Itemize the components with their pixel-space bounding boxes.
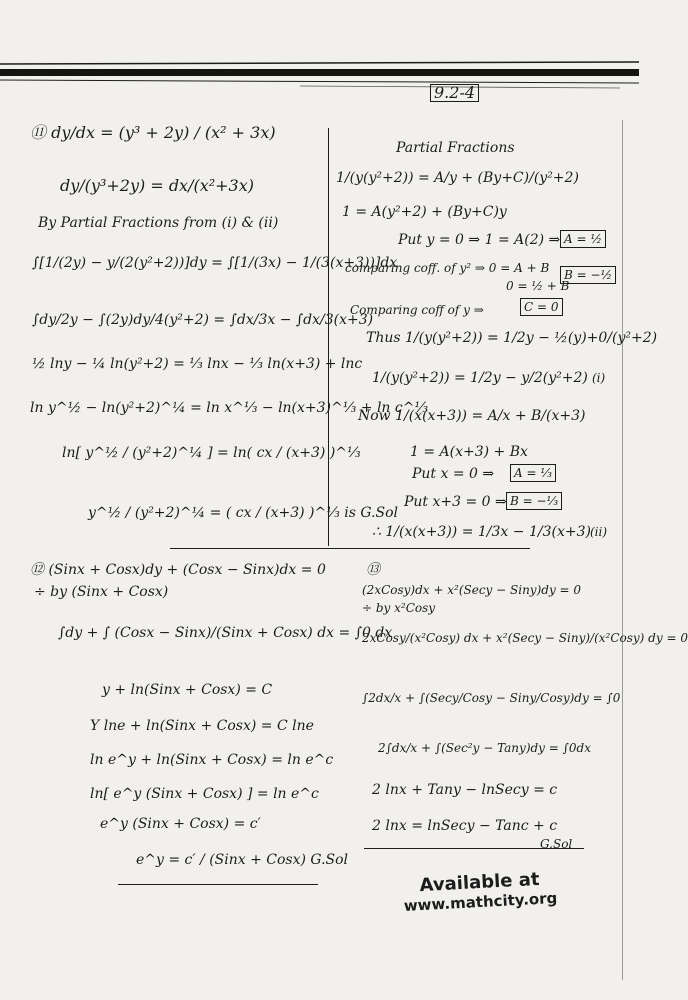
math-line: ∫2dx/x + ∫(Secy/Cosy − Siny/Cosy)dy = ∫0 — [362, 691, 621, 705]
math-line: e^y = c′ / (Sinx + Cosx) G.Sol — [136, 852, 349, 868]
footer-watermark — [399, 868, 561, 915]
math-line: Comparing coff of y ⇒ — [350, 303, 484, 317]
boxed-result: A = ⅓ — [510, 464, 556, 482]
math-line: comparing coff. of y² ⇒ 0 = A + B — [345, 261, 550, 275]
math-line: y + ln(Sinx + Cosx) = C — [102, 682, 273, 698]
math-line: ∴ 1/(x(x+3)) = 1/3x − 1/3(x+3) — [372, 524, 591, 540]
math-line: ln e^y + ln(Sinx + Cosx) = ln e^c — [90, 752, 334, 768]
boxed-result: B = −½ — [560, 266, 616, 284]
math-line: 0 = ½ + B — [506, 279, 570, 293]
page-tag: 9.2-4 — [430, 84, 479, 102]
boxed-result: A = ½ — [560, 230, 606, 248]
math-line: ∫dy/2y − ∫(2y)dy/4(y²+2) = ∫dx/3x − ∫dx/3(x+3) — [32, 312, 374, 328]
math-line: Y lne + ln(Sinx + Cosx) = C lne — [90, 718, 314, 734]
footer-line-1: Available at — [419, 868, 540, 897]
math-line: Put y = 0 ⇒ 1 = A(2) ⇒ — [398, 232, 561, 248]
math-line: ∫dy + ∫ (Cosx − Sinx)/(Sinx + Cosx) dx = ∫0 dx — [58, 625, 393, 641]
math-line: 1/(y(y²+2)) = A/y + (By+C)/(y²+2) — [336, 170, 579, 186]
scan-header-lines — [0, 55, 639, 95]
math-line: 1/(y(y²+2)) = 1/2y − y/2(y²+2) — [372, 370, 588, 386]
math-line: ½ lny − ¼ ln(y²+2) = ⅓ lnx − ⅓ ln(x+3) + lnc — [32, 356, 363, 372]
math-line: ÷ by x²Cosy — [362, 601, 436, 615]
math-line: y^½ / (y²+2)^¼ = ( cx / (x+3) )^⅓ is G.Sol — [88, 505, 398, 521]
math-line: ⑪ dy/dx = (y³ + 2y) / (x² + 3x) — [30, 123, 276, 142]
math-line: Put x+3 = 0 ⇒ — [404, 494, 507, 510]
margin-line — [622, 120, 623, 980]
column-divider — [328, 128, 329, 546]
math-line: 1 = A(y²+2) + (By+C)y — [342, 204, 507, 220]
math-line: 2∫dx/x + ∫(Sec²y − Tany)dy = ∫0dx — [378, 741, 591, 755]
math-line: Put x = 0 ⇒ — [412, 466, 495, 482]
math-line: 2xCosy/(x²Cosy) dx + x²(Secy − Siny)/(x²Cosy) dy = 0 — [362, 631, 688, 645]
equation-tag: (ii) — [590, 525, 608, 539]
math-line: ÷ by (Sinx + Cosx) — [34, 584, 169, 600]
math-line: By Partial Fractions from (i) & (ii) — [38, 215, 279, 231]
math-line: 2 lnx = lnSecy − Tanc + c — [372, 818, 558, 834]
math-line: dy/(y³+2y) = dx/(x²+3x) — [60, 176, 254, 195]
math-line: 1 = A(x+3) + Bx — [410, 444, 528, 460]
section-divider — [170, 548, 530, 549]
math-line: ln y^½ − ln(y²+2)^¼ = ln x^⅓ − ln(x+3)^⅓ + ln c^⅓ — [30, 400, 429, 416]
math-line: (2xCosy)dx + x²(Secy − Siny)dy = 0 — [362, 583, 582, 597]
equation-tag: (i) — [592, 371, 606, 385]
boxed-result: C = 0 — [520, 298, 563, 316]
boxed-result: B = −⅓ — [506, 492, 562, 510]
math-line: ∫[1/(2y) − y/(2(y²+2))]dy = ∫[1/(3x) − 1/(3(x+3))]dx — [32, 255, 398, 271]
math-line: ⑬ — [366, 562, 380, 578]
math-line: Thus 1/(y(y²+2)) = 1/2y − ½(y)+0/(y²+2) — [366, 330, 658, 346]
footer-website[interactable]: www.mathcity.org — [403, 888, 558, 915]
math-line: Now 1/(x(x+3)) = A/x + B/(x+3) — [358, 408, 586, 424]
math-line: ⑫ (Sinx + Cosx)dy + (Cosx − Sinx)dx = 0 — [30, 562, 326, 578]
math-line: ln[ y^½ / (y²+2)^¼ ] = ln( cx / (x+3) )^⅓ — [62, 445, 361, 461]
math-line: ln[ e^y (Sinx + Cosx) ] = ln e^c — [90, 786, 319, 802]
math-line: Partial Fractions — [396, 140, 515, 156]
math-line: 2 lnx + Tany − lnSecy = c — [372, 782, 558, 798]
section-divider-bottom — [118, 884, 318, 885]
math-line: G.Sol — [540, 837, 573, 851]
math-line: e^y (Sinx + Cosx) = c′ — [100, 816, 261, 832]
